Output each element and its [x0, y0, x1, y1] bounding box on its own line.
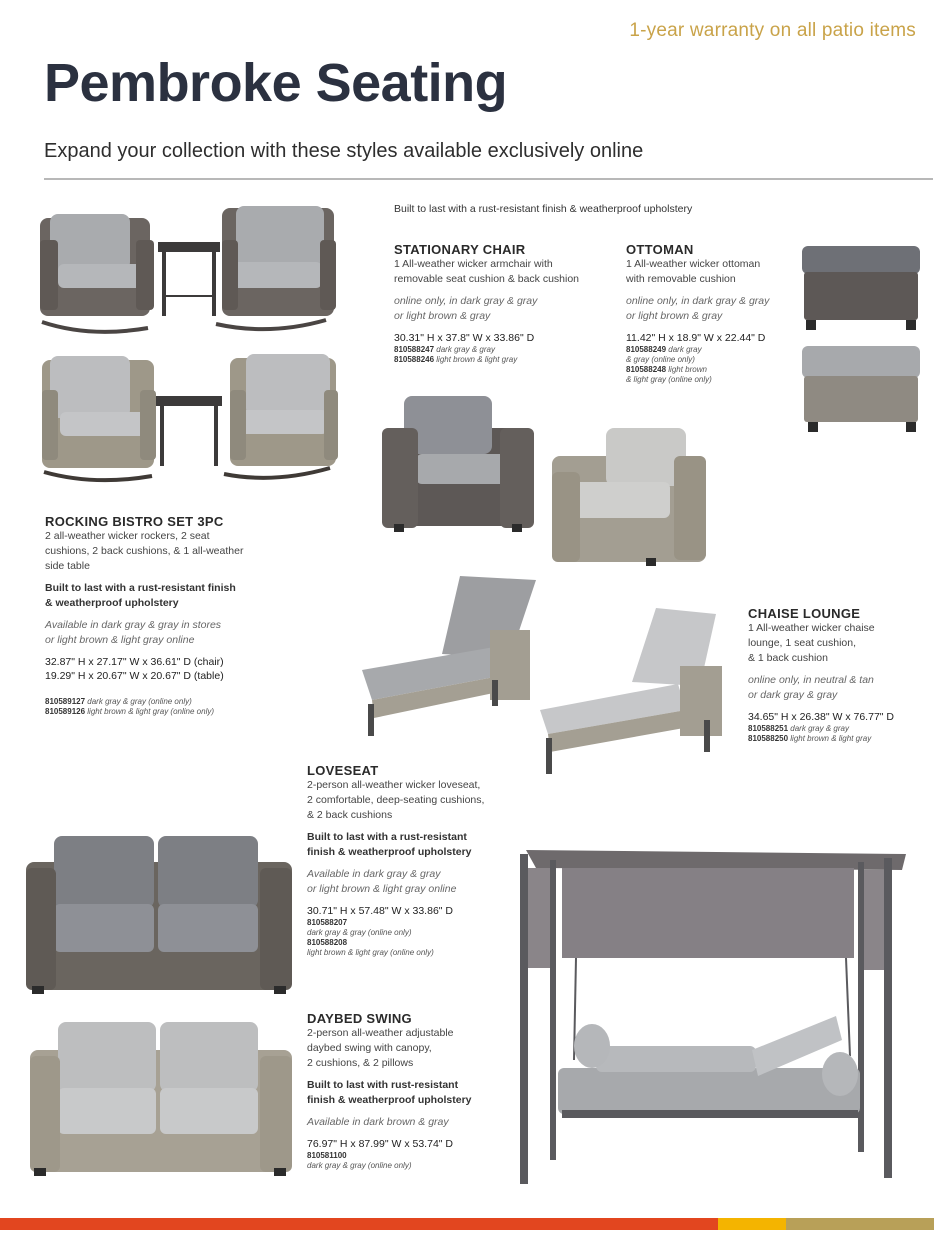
ottoman-desc-2: with removable cushion [626, 273, 736, 285]
rocking-bistro-image-light[interactable] [34, 350, 340, 485]
daybed-swing-sku-label: dark gray & gray (online only) [307, 1161, 412, 1170]
loveseat-sku-1-label: dark gray & gray (online only) [307, 928, 412, 937]
rocking-bistro-sku-2: 810589126 light brown & light gray (online only) [45, 707, 215, 716]
loveseat-built-1: Built to last with a rust-resistant [307, 831, 467, 843]
rocking-bistro-dims-table: 19.29" H x 20.67" W x 20.67" D (table) [45, 670, 224, 682]
page-subtitle: Expand your collection with these styles available exclusively online [44, 140, 644, 162]
chaise-lounge-info [748, 606, 928, 744]
chaise-lounge-avail-1: online only, in neutral & tan [748, 674, 874, 686]
ottoman-avail-2: or light brown & gray [626, 310, 723, 322]
rocking-bistro-built-2: & weatherproof upholstery [45, 597, 179, 609]
footer-bar-tan [786, 1218, 934, 1230]
daybed-swing-built-2: finish & weatherproof upholstery [307, 1094, 472, 1106]
chaise-lounge-avail-2: or dark gray & gray [748, 689, 838, 701]
daybed-swing-sku: 810581100 [307, 1151, 347, 1160]
stationary-chair-avail-2: or light brown & gray [394, 310, 491, 322]
ottoman-avail-1: online only, in dark gray & gray [626, 295, 770, 307]
footer-bar-yellow [718, 1218, 786, 1230]
loveseat-image-light[interactable] [28, 1018, 294, 1180]
ottoman-sku-2-cont: & light gray (online only) [626, 375, 712, 384]
daybed-swing-name: DAYBED SWING [307, 1011, 412, 1026]
stationary-chair-sku-1: 810588247 dark gray & gray [394, 345, 495, 354]
ottoman-dims: 11.42" H x 18.9" W x 22.44" D [626, 332, 766, 344]
loveseat-sku-2-label: light brown & light gray (online only) [307, 948, 434, 957]
rocking-bistro-info [45, 514, 295, 717]
rocking-bistro-built-1: Built to last with a rust-resistant finish [45, 582, 236, 594]
daybed-swing-dims: 76.97" H x 87.99" W x 53.74" D [307, 1138, 454, 1150]
rocking-bistro-avail-1: Available in dark gray & gray in stores [45, 619, 222, 631]
rocking-bistro-sku-1: 810589127 dark gray & gray (online only) [45, 697, 192, 706]
chaise-lounge-desc-1: 1 All-weather wicker chaise [748, 622, 875, 634]
ottoman-name: OTTOMAN [626, 242, 694, 257]
stationary-chair-avail-1: online only, in dark gray & gray [394, 295, 538, 307]
daybed-swing-image[interactable] [506, 840, 914, 1190]
stationary-chair-desc-2: removable seat cushion & back cushion [394, 273, 580, 285]
loveseat-image-dark[interactable] [24, 832, 294, 997]
stationary-chair-desc-1: 1 All-weather wicker armchair with [394, 258, 553, 270]
ottoman-sku-2: 810588248 light brown [626, 365, 707, 374]
ottoman-image-dark[interactable] [800, 244, 924, 336]
loveseat-sku-1: 810588207 [307, 918, 348, 927]
loveseat-sku-2: 810588208 [307, 938, 348, 947]
rocking-bistro-desc-1: 2 all-weather wicker rockers, 2 seat [45, 530, 210, 542]
rocking-bistro-name: ROCKING BISTRO SET 3PC [45, 514, 224, 529]
chaise-lounge-desc-3: & 1 back cushion [748, 652, 828, 664]
loveseat-desc-2: 2 comfortable, deep-seating cushions, [307, 794, 485, 806]
loveseat-avail-1: Available in dark gray & gray [307, 868, 441, 880]
loveseat-desc-1: 2-person all-weather wicker loveseat, [307, 779, 481, 791]
daybed-swing-info [307, 1011, 507, 1171]
daybed-swing-built-1: Built to last with rust-resistant [307, 1079, 459, 1091]
chaise-lounge-dims: 34.65" H x 26.38" W x 76.77" D [748, 711, 895, 723]
warranty-banner: 1-year warranty on all patio items [629, 20, 916, 41]
ottoman-sku-1-cont: & gray (online only) [626, 355, 695, 364]
rocking-bistro-desc-3: side table [45, 560, 90, 572]
chaise-lounge-sku-1: 810588251 dark gray & gray [748, 724, 849, 733]
loveseat-desc-3: & 2 back cushions [307, 809, 393, 821]
loveseat-info [307, 763, 522, 958]
stationary-chair-dims: 30.31" H x 37.8" W x 33.86" D [394, 332, 535, 344]
rocking-bistro-dims-chair: 32.87" H x 27.17" W x 36.61" D (chair) [45, 656, 224, 668]
daybed-swing-desc-2: daybed swing with canopy, [307, 1042, 432, 1054]
daybed-swing-desc-3: 2 cushions, & 2 pillows [307, 1057, 414, 1069]
daybed-swing-avail: Available in dark brown & gray [307, 1116, 449, 1128]
footer-bar-red [0, 1218, 718, 1230]
chaise-lounge-image[interactable] [360, 570, 730, 780]
ottoman-desc-1: 1 All-weather wicker ottoman [626, 258, 761, 270]
loveseat-dims: 30.71" H x 57.48" W x 33.86" D [307, 905, 454, 917]
stationary-chair-sku-2: 810588246 light brown & light gray [394, 355, 518, 364]
chaise-lounge-desc-2: lounge, 1 seat cushion, [748, 637, 856, 649]
stationary-chair-name: STATIONARY CHAIR [394, 242, 526, 257]
ottoman-image-light[interactable] [800, 344, 924, 436]
ottoman-sku-1: 810588249 dark gray [626, 345, 702, 354]
ottoman-info [626, 242, 806, 385]
loveseat-name: LOVESEAT [307, 763, 379, 778]
rocking-bistro-avail-2: or light brown & light gray online [45, 634, 195, 646]
loveseat-avail-2: or light brown & light gray online [307, 883, 457, 895]
page-title: Pembroke Seating [44, 53, 508, 113]
daybed-swing-desc-1: 2-person all-weather adjustable [307, 1027, 454, 1039]
chaise-lounge-name: CHAISE LOUNGE [748, 606, 861, 621]
stationary-chair-image[interactable] [380, 392, 710, 572]
chaise-lounge-sku-2: 810588250 light brown & light gray [748, 734, 872, 743]
loveseat-built-2: finish & weatherproof upholstery [307, 846, 472, 858]
rocking-bistro-image-dark[interactable] [30, 200, 340, 335]
header-divider [44, 178, 933, 180]
general-note: Built to last with a rust-resistant finish & weatherproof upholstery [394, 203, 693, 215]
stationary-chair-info [394, 242, 619, 365]
rocking-bistro-desc-2: cushions, 2 back cushions, & 1 all-weather [45, 545, 244, 557]
